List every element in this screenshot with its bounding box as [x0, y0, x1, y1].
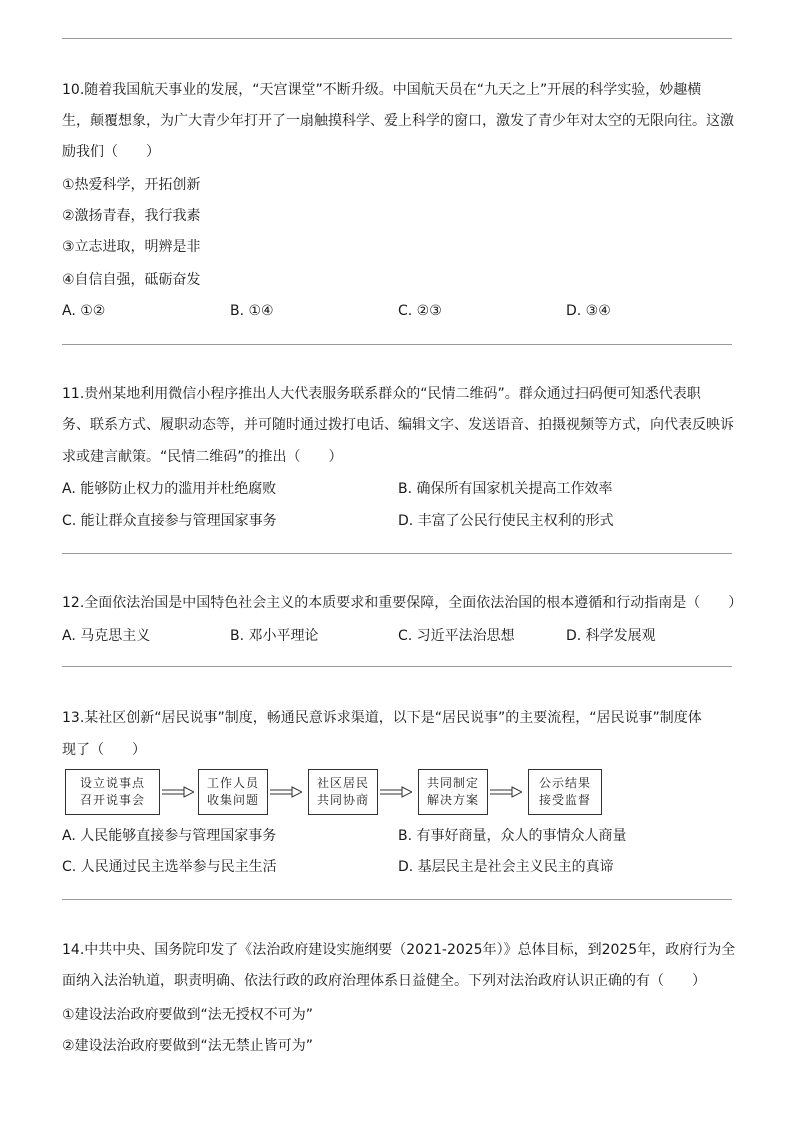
- separator-q10-q11: [62, 344, 732, 345]
- flow-step-4: [418, 769, 488, 815]
- flow-step-line: 公示结果: [538, 776, 591, 790]
- flow-step-line: 接受监督: [538, 793, 591, 807]
- statement-item: ①建设法治政府要做到“法无授权不可为”: [62, 1007, 314, 1023]
- option-b[interactable]: B. 确保所有国家机关提高工作效率: [398, 481, 613, 497]
- option-d[interactable]: D. ③④: [566, 303, 611, 319]
- flow-arrow-icon: [270, 786, 302, 798]
- question-stem-line: 生，颠覆想象，为广大青少年打开了一扇触摸科学、爱上科学的窗口，激发了青少年对太空的无限向往。这激: [62, 113, 734, 129]
- question-stem-line: 14.中共中央、国务院印发了《法治政府建设实施纲要（2021-2025年）》总体目标，到2025年，政府行为全: [62, 942, 736, 958]
- flow-arrow-icon: [490, 786, 522, 798]
- question-stem-line: 13.某社区创新“居民说事”制度，畅通民意诉求渠道，以下是“居民说事”的主要流程，“居民说事”制度体: [62, 710, 702, 726]
- option-c[interactable]: C. 人民通过民主选举参与民主生活: [62, 859, 277, 875]
- flow-step-line: 共同制定: [426, 776, 479, 790]
- separator-q11-q12: [62, 553, 732, 554]
- question-stem-line: 现了（ ）: [62, 742, 146, 758]
- option-c[interactable]: C. 习近平法治思想: [398, 628, 515, 644]
- option-a[interactable]: A. 能够防止权力的滥用并杜绝腐败: [62, 481, 277, 497]
- flow-step-3: [308, 769, 378, 815]
- separator-q13-q14: [62, 899, 732, 900]
- option-c[interactable]: C. ②③: [398, 303, 442, 319]
- option-b[interactable]: B. 邓小平理论: [230, 628, 319, 644]
- flow-step-line: 共同协商: [316, 793, 369, 807]
- statement-item: ①热爱科学，开拓创新: [62, 177, 201, 193]
- separator-q12-q13: [62, 666, 732, 667]
- option-b[interactable]: B. ①④: [230, 303, 274, 319]
- option-d[interactable]: D. 基层民主是社会主义民主的真谛: [398, 859, 614, 875]
- statement-item: ②建设法治政府要做到“法无禁止皆可为”: [62, 1038, 314, 1054]
- option-c[interactable]: C. 能让群众直接参与管理国家事务: [62, 513, 277, 529]
- flow-step-line: 召开说事会: [79, 793, 145, 807]
- question-stem-line: 务、联系方式、履职动态等，并可随时通过拨打电话、编辑文字、发送语音、拍摄视频等方式，向代表反映诉: [62, 417, 734, 433]
- option-d[interactable]: D. 科学发展观: [566, 628, 656, 644]
- flow-arrow-icon: [380, 786, 412, 798]
- flow-step-line: 解决方案: [426, 793, 479, 807]
- statement-item: ④自信自强，砥砺奋发: [62, 272, 201, 288]
- flow-step-line: 收集问题: [206, 793, 259, 807]
- separator-top: [62, 38, 732, 39]
- option-b[interactable]: B. 有事好商量，众人的事情众人商量: [398, 828, 627, 844]
- option-a[interactable]: A. 人民能够直接参与管理国家事务: [62, 828, 277, 844]
- question-stem-line: 面纳入法治轨道，职责明确、依法行政的政府治理体系日益健全。下列对法治政府认识正确的有（ ）: [62, 973, 706, 989]
- flow-step-line: 设立说事点: [79, 776, 145, 790]
- flow-arrow-icon: [162, 786, 194, 798]
- question-stem-line: 求或建言献策。“民情二维码”的推出（ ）: [62, 449, 343, 465]
- statement-item: ③立志进取，明辨是非: [62, 239, 201, 255]
- question-stem-line: 10.随着我国航天事业的发展，“天宫课堂”不断升级。中国航天员在“九天之上”开展的科学实验，妙趣横: [62, 82, 702, 98]
- question-stem-line: 励我们（ ）: [62, 144, 160, 160]
- option-d[interactable]: D. 丰富了公民行使民主权利的形式: [398, 513, 614, 529]
- flow-step-5: [528, 769, 602, 815]
- option-a[interactable]: A. ①②: [62, 303, 106, 319]
- option-a[interactable]: A. 马克思主义: [62, 628, 151, 644]
- flow-step-line: 工作人员: [206, 776, 259, 790]
- statement-item: ②激扬青春，我行我素: [62, 208, 201, 224]
- process-flowchart: [62, 767, 622, 819]
- question-stem-line: 11.贵州某地利用微信小程序推出人大代表服务联系群众的“民情二维码”。群众通过扫码便可知悉代表职: [62, 386, 701, 402]
- flow-step-line: 社区居民: [316, 776, 369, 790]
- flow-step-1: [65, 769, 160, 815]
- flow-step-2: [198, 769, 268, 815]
- question-stem-line: 12.全面依法治国是中国特色社会主义的本质要求和重要保障，全面依法治国的根本遵循和行动指南是（ ）: [62, 595, 743, 611]
